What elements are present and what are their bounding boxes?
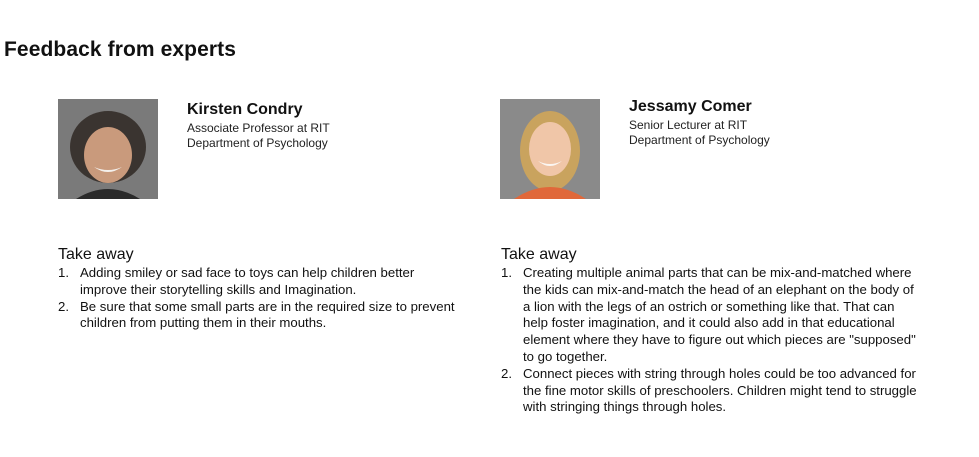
expert-name: Jessamy Comer [629,98,752,115]
expert-name: Kirsten Condry [187,101,303,118]
takeaway-item [58,265,458,299]
takeaway-list [501,265,921,416]
takeaway-text: Adding smiley or sad face to toys can help children better improve their storytelling skills and Imagination. [80,265,415,297]
page-title: Feedback from experts [4,38,237,61]
expert-photo [58,99,158,199]
expert-role: Associate Professor at RIT [187,121,330,135]
takeaway-item [501,265,921,366]
takeaway-number: 1. [501,265,512,280]
takeaway-number: 1. [58,265,69,280]
takeaway-text: Creating multiple animal parts that can be mix-and-matched where the kids can mix-and-match the head of an elephant on the body of a lion with the legs of an ostrich or something like that. That can help foster imagination, and it could also add in that educational element where they have to figure out which pieces are "supposed" to go together. [523,265,916,364]
takeaway-number: 2. [501,365,512,381]
takeaway-heading: Take away [58,246,134,263]
expert-department: Department of Psychology [629,133,770,147]
expert-role: Senior Lecturer at RIT [629,118,748,132]
takeaway-text: Connect pieces with string through holes could be too advanced for the fine motor skills of preschoolers. Children might tend to struggle with stringing things through holes. [523,365,917,415]
takeaway-number: 2. [58,298,69,314]
takeaway-item [501,366,921,416]
expert-department: Department of Psychology [187,136,328,150]
takeaway-item [58,299,458,333]
expert-photo [500,99,600,199]
takeaway-heading: Take away [501,246,577,263]
takeaway-list [58,265,458,332]
takeaway-text: Be sure that some small parts are in the required size to prevent children from putting them in their mouths. [80,298,455,331]
